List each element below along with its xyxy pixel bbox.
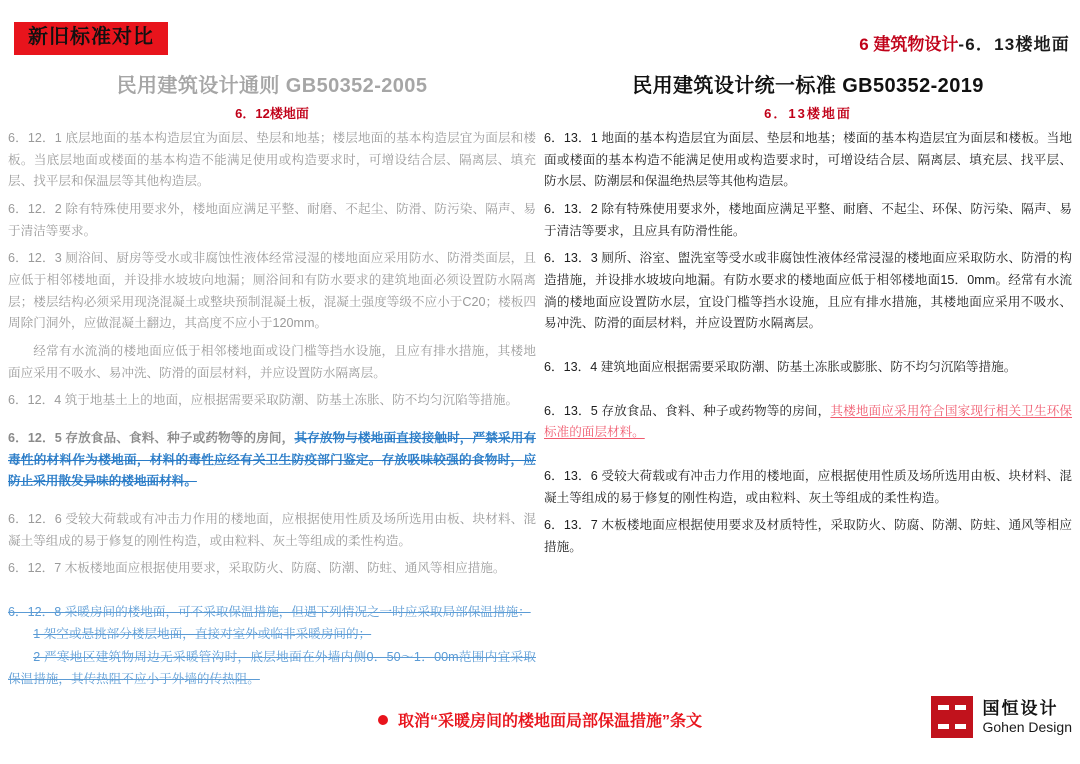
clause-6-12-4: 6．12．4 筑于地基土上的地面，应根据需要采取防潮、防基土冻胀、防不均匀沉陷等措施。 <box>8 393 519 408</box>
old-standard-title: 民用建筑设计通则 GB50352-2005 <box>116 75 428 97</box>
new-standard-title: 民用建筑设计统一标准 GB50352-2019 <box>632 75 984 97</box>
old-standard-body <box>8 128 536 690</box>
clause-6-13-3: 6．13．3 厕所、浴室、盥洗室等受水或非腐蚀性液体经常浸湿的楼地面应采取防水、防滑的构造措施，并设排水坡坡向地漏。有防水要求的楼地面应低于相邻楼地面15．0mm。经常有水流淌的楼地面应设置防水层，宜设门槛等挡水设施，且应有排水措施，其楼地面应采用不吸水、易冲洗、防滑的面层材料，并应设置防水隔离层。 <box>544 251 1072 331</box>
clause-6-12-5-lead: 6．12．5 存放食品、食料、种子或药物等的房间， <box>8 430 295 445</box>
old-standard-column <box>8 74 536 691</box>
summary-note-text: 取消“采暖房间的楼地面局部保温措施”条文 <box>397 713 702 730</box>
new-standard-subtitle: 6．13楼地面 <box>764 106 852 121</box>
logo-text <box>982 700 1072 735</box>
header-badge: 新旧标准对比 <box>14 22 168 55</box>
clause-6-13-5-lead: 6．13．5 存放食品、食料、种子或药物等的房间， <box>544 403 831 418</box>
clause-6-12-5 <box>8 428 536 493</box>
chapter-number-red: 6 建筑物设计 <box>859 35 959 54</box>
clause-6-12-7: 6．12．7 木板楼地面应根据使用要求，采取防火、防腐、防潮、防蛀、通风等相应措施。 <box>8 561 506 576</box>
clause-6-12-3: 6．12．3 厕浴间、厨房等受水或非腐蚀性液体经常浸湿的楼地面应采用防水、防滑类面层，且应低于相邻楼地面，并设排水坡坡向地漏；厕浴间和有防水要求的建筑地面必须设置防水隔离层；楼层结构必须采用现浇混凝土或整块预制混凝土板，混凝土强度等级不应小于C20；楼板四周除门洞外，应做混凝土翻边，其高度不应小于120mm。 <box>8 251 536 331</box>
logo-emblem-bar <box>949 705 955 729</box>
page-footer <box>0 694 1080 764</box>
clause-6-12-2: 6．12．2 除有特殊使用要求外，楼地面应满足平整、耐磨、不起尘、防滑、防污染、隔声、易于清洁等要求。 <box>8 201 536 238</box>
clause-6-13-1: 6．13．1 地面的基本构造层宜为面层、垫层和地基；楼面的基本构造层宜为面层和楼板。当地面或楼面的基本构造不能满足使用或构造要求时，可增设结合层、隔离层、填充层、找平层、防水层、防潮层和保温绝热层等其他构造层。 <box>544 131 1072 189</box>
clause-6-13-2: 6．13．2 除有特殊使用要求外，楼地面应满足平整、耐磨、不起尘、环保、防污染、隔声、易于清洁等要求，且应具有防滑性能。 <box>544 201 1072 238</box>
summary-note <box>0 708 1080 731</box>
clause-6-12-1: 6．12．1 底层地面的基本构造层宜为面层、垫层和地基；楼层地面的基本构造层宜为面层和楼板。当底层地面或楼面的基本构造不能满足使用或构造要求时，可增设结合层、隔离层、填充层、找平层和保温层等其他构造层。 <box>8 131 536 189</box>
clause-6-12-8-item-2 <box>8 647 536 690</box>
old-standard-subtitle: 6．12楼地面 <box>235 106 309 121</box>
logo-name-en: Gohen Design <box>982 718 1072 735</box>
logo-emblem-icon <box>931 696 973 738</box>
bullet-icon <box>378 715 388 725</box>
clause-6-13-6: 6．13．6 受较大荷载或有冲击力作用的楼地面，应根据使用性质及场所选用由板、块材料、混凝土等组成的易于修复的刚性构造，或由粒料、灰土等组成的柔性构造。 <box>544 468 1072 505</box>
page-header <box>0 0 1080 62</box>
clause-6-12-8-item-2-text: 2 严寒地区建筑物周边无采暖管沟时，底层地面在外墙内侧0．50～1．00m范围内宜采取保温措施，其传热阻不应小于外墙的传热阻。 <box>8 650 536 686</box>
clause-6-13-4: 6．13．4 建筑地面应根据需要采取防潮、防基土冻胀或膨胀、防不均匀沉陷等措施。 <box>544 359 1017 374</box>
company-logo <box>931 696 1072 738</box>
new-standard-body <box>544 128 1072 559</box>
clause-6-12-3-note: 经常有水流淌的楼地面应低于相邻楼地面或设门槛等挡水设施，且应有排水措施，其楼地面应采用不吸水、易冲洗、防滑的面层材料，并应设置防水隔离层。 <box>8 343 536 380</box>
clause-6-12-8-struck-text: 6．12．8 采暖房间的楼地面，可不采取保温措施，但遇下列情况之一时应采取局部保温措施： <box>8 604 531 619</box>
new-standard-column <box>544 74 1072 560</box>
clause-6-13-5-added-text: 其楼地面应采用符合国家现行相关卫生环保标准的面层材料。 <box>544 403 1073 440</box>
chapter-heading <box>859 30 1070 55</box>
chapter-section-black: -6．13楼地面 <box>958 35 1070 54</box>
comparison-columns <box>0 74 1080 694</box>
clause-6-12-6: 6．12．6 受较大荷载或有冲击力作用的楼地面，应根据使用性质及场所选用由板、块材料、混凝土等组成的易于修复的刚性构造，或由粒料、灰土等组成的柔性构造。 <box>8 511 536 548</box>
clause-6-13-7: 6．13．7 木板楼地面应根据使用要求及材质特性，采取防火、防腐、防潮、防蛀、通风等相应措施。 <box>544 518 1072 554</box>
clause-6-12-8 <box>8 602 536 624</box>
clause-6-12-5-struck-text: 其存放物与楼地面直接接触时，严禁采用有毒性的材料作为楼地面，材料的毒性应经有关卫生防疫部门鉴定。存放吸味较强的食物时，应防止采用散发异味的楼地面材料。 <box>8 430 537 489</box>
clause-6-12-8-item-1 <box>8 624 536 646</box>
clause-6-12-8-item-1-text: 1 架空或悬挑部分楼层地面，直接对室外或临非采暖房间的； <box>33 627 372 642</box>
logo-name-cn: 国恒设计 <box>982 698 1059 718</box>
clause-6-13-5 <box>544 401 1072 444</box>
